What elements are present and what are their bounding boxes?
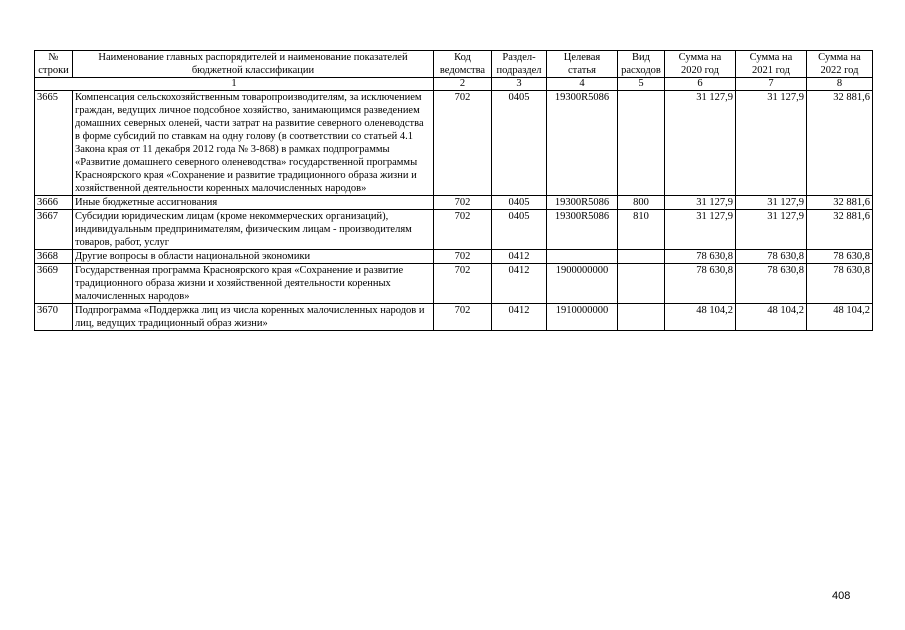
row-sum-2021: 78 630,8 xyxy=(736,264,807,304)
row-expense-type xyxy=(618,91,665,196)
header-dept-code: Код ведомства xyxy=(434,51,492,78)
table-row xyxy=(35,304,873,331)
row-target-article: 19300R5086 xyxy=(547,210,618,250)
row-sum-2020: 31 127,9 xyxy=(665,210,736,250)
row-sum-2021: 48 104,2 xyxy=(736,304,807,331)
row-name: Компенсация сельскохозяйственным товаропроизводителям, за исключением граждан, ведущих личное подсобное хозяйство, занимающимся разведением домашних северных оленей, части затрат на развитие северного оленеводства в форме субсидий по ставкам на одну голову (в соответствии со статьей 4.1 Закона края от 11 декабря 2012 года № 3-868) в рамках подпрограммы «Развитие домашнего северного оленеводства» государственной программы Красноярского края «Сохранение и развитие традиционного образа жизни и хозяйственной деятельности коренных малочисленных народов» xyxy=(73,91,434,196)
row-expense-type xyxy=(618,250,665,264)
header-sum-2020: Сумма на 2020 год xyxy=(665,51,736,78)
row-target-article xyxy=(547,250,618,264)
row-expense-type: 800 xyxy=(618,196,665,210)
table-row xyxy=(35,210,873,250)
row-section: 0405 xyxy=(492,210,547,250)
column-number: 4 xyxy=(547,78,618,91)
header-sum-2021: Сумма на 2021 год xyxy=(736,51,807,78)
table-row xyxy=(35,196,873,210)
budget-table xyxy=(34,50,873,331)
header-row-number: № строки xyxy=(35,51,73,78)
table-row xyxy=(35,250,873,264)
row-target-article: 1910000000 xyxy=(547,304,618,331)
row-name: Государственная программа Красноярского края «Сохранение и развитие традиционного образа жизни и хозяйственной деятельности коренных малочисленных народов» xyxy=(73,264,434,304)
row-sum-2021: 31 127,9 xyxy=(736,196,807,210)
header-name: Наименование главных распорядителей и наименование показателей бюджетной классификации xyxy=(73,51,434,78)
row-section: 0412 xyxy=(492,250,547,264)
row-target-article: 19300R5086 xyxy=(547,196,618,210)
row-dept-code: 702 xyxy=(434,196,492,210)
column-number: 3 xyxy=(492,78,547,91)
row-number: 3666 xyxy=(35,196,73,210)
row-name: Иные бюджетные ассигнования xyxy=(73,196,434,210)
row-dept-code: 702 xyxy=(434,210,492,250)
row-expense-type xyxy=(618,264,665,304)
row-name: Подпрограмма «Поддержка лиц из числа коренных малочисленных народов и лиц, ведущих традиционный образ жизни» xyxy=(73,304,434,331)
row-sum-2020: 48 104,2 xyxy=(665,304,736,331)
row-sum-2022: 32 881,6 xyxy=(807,210,873,250)
column-number: 1 xyxy=(35,78,434,91)
header-target-article: Целевая статья xyxy=(547,51,618,78)
page-number: 408 xyxy=(832,590,851,602)
row-dept-code: 702 xyxy=(434,264,492,304)
row-sum-2020: 78 630,8 xyxy=(665,250,736,264)
row-expense-type xyxy=(618,304,665,331)
table-row xyxy=(35,91,873,196)
row-target-article: 19300R5086 xyxy=(547,91,618,196)
column-number: 6 xyxy=(665,78,736,91)
header-expense-type: Вид расходов xyxy=(618,51,665,78)
row-dept-code: 702 xyxy=(434,91,492,196)
row-sum-2021: 31 127,9 xyxy=(736,210,807,250)
column-number-row xyxy=(35,78,873,91)
row-expense-type: 810 xyxy=(618,210,665,250)
column-number: 7 xyxy=(736,78,807,91)
row-sum-2022: 78 630,8 xyxy=(807,264,873,304)
column-number: 5 xyxy=(618,78,665,91)
row-number: 3670 xyxy=(35,304,73,331)
row-section: 0412 xyxy=(492,304,547,331)
row-sum-2022: 48 104,2 xyxy=(807,304,873,331)
table-row xyxy=(35,264,873,304)
row-name: Субсидии юридическим лицам (кроме некоммерческих организаций), индивидуальным предпринимателям, физическим лицам - производителям товаров, работ, услуг xyxy=(73,210,434,250)
column-number: 8 xyxy=(807,78,873,91)
row-sum-2022: 32 881,6 xyxy=(807,91,873,196)
row-dept-code: 702 xyxy=(434,250,492,264)
header-sum-2022: Сумма на 2022 год xyxy=(807,51,873,78)
row-sum-2020: 31 127,9 xyxy=(665,91,736,196)
row-sum-2022: 32 881,6 xyxy=(807,196,873,210)
row-section: 0405 xyxy=(492,91,547,196)
row-section: 0412 xyxy=(492,264,547,304)
row-number: 3668 xyxy=(35,250,73,264)
row-number: 3667 xyxy=(35,210,73,250)
row-number: 3665 xyxy=(35,91,73,196)
row-section: 0405 xyxy=(492,196,547,210)
row-name: Другие вопросы в области национальной экономики xyxy=(73,250,434,264)
row-sum-2020: 31 127,9 xyxy=(665,196,736,210)
row-sum-2021: 31 127,9 xyxy=(736,91,807,196)
header-section: Раздел-подраздел xyxy=(492,51,547,78)
row-target-article: 1900000000 xyxy=(547,264,618,304)
row-sum-2021: 78 630,8 xyxy=(736,250,807,264)
header-row xyxy=(35,51,873,78)
column-number: 2 xyxy=(434,78,492,91)
row-dept-code: 702 xyxy=(434,304,492,331)
row-sum-2020: 78 630,8 xyxy=(665,264,736,304)
row-sum-2022: 78 630,8 xyxy=(807,250,873,264)
row-number: 3669 xyxy=(35,264,73,304)
